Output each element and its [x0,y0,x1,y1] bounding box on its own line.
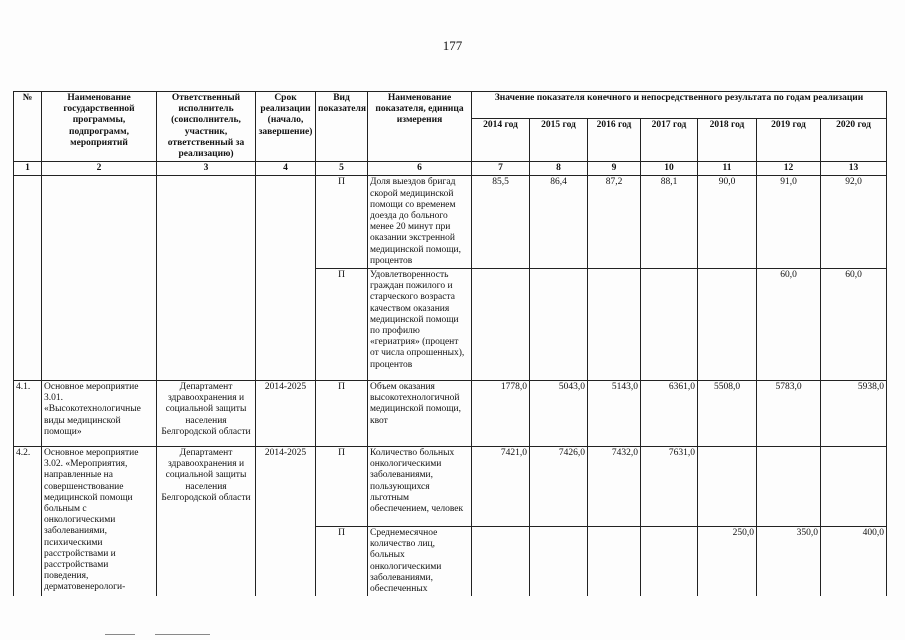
cell-value: 350,0 [757,527,821,597]
table-row [14,176,887,269]
cell-value: 7426,0 [530,447,588,527]
cell-kind: П [316,269,368,381]
cell-kind: П [316,381,368,447]
cell-value [530,269,588,381]
cell-period: 2014-2025 [256,381,316,447]
cell-kind: П [316,527,368,597]
header-year: 2017 год [641,118,698,161]
header-values-by-year: Значение показателя конечного и непосредственного результата по годам реализации [472,92,887,119]
indicators-table [13,91,887,596]
column-number: 4 [256,162,316,176]
column-number: 1 [14,162,42,176]
column-number: 5 [316,162,368,176]
header-indicator-name: Наименование показателя, единица измерения [368,92,472,162]
cell-kind: П [316,176,368,269]
header-year: 2014 год [472,118,530,161]
header-period: Срок реализации (начало, завершение) [256,92,316,162]
cell-value: 5783,0 [757,381,821,447]
cell-value [530,527,588,597]
cell-value [588,269,641,381]
cell-num: 4.2. [14,447,42,597]
cell-kind: П [316,447,368,527]
header-year: 2020 год [821,118,887,161]
column-number: 11 [698,162,757,176]
column-number: 10 [641,162,698,176]
column-number: 13 [821,162,887,176]
cell-period: 2014-2025 [256,447,316,597]
cell-value: 60,0 [757,269,821,381]
cell-value [698,447,757,527]
column-number-row [14,162,887,176]
header-num: № [14,92,42,162]
header-indicator-kind: Вид показателя [316,92,368,162]
cell-num-empty [14,176,42,381]
page-number: 177 [442,38,463,53]
cell-name-empty [42,176,157,381]
cell-value: 400,0 [821,527,887,597]
cell-program-name: Основное мероприятие 3.02. «Мероприятия, направленные на совершенствование медицинской помощи больным с онкологическими заболеваниями, психическими расстройствами и расстройствами поведения, дерматовенерологи- [42,447,157,597]
cell-indicator: Среднемесячное количество лиц, больных онкологическими заболеваниями, обеспеченных [368,527,472,597]
header-year: 2015 год [530,118,588,161]
column-number: 6 [368,162,472,176]
cell-executor-empty [157,176,256,381]
cell-num: 4.1. [14,381,42,447]
cell-value [757,447,821,527]
table-row [14,447,887,527]
cell-value: 91,0 [757,176,821,269]
header-year: 2019 год [757,118,821,161]
cell-value: 7631,0 [641,447,698,527]
cell-executor: Департамент здравоохранения и социальной защиты населения Белгородской области [157,381,256,447]
cell-indicator: Количество больных онкологическими заболеваниями, пользующихся льготным обеспечением, человек [368,447,472,527]
cell-value [698,269,757,381]
cell-value [472,269,530,381]
cell-value: 92,0 [821,176,887,269]
cell-value: 88,1 [641,176,698,269]
column-number: 12 [757,162,821,176]
table-row [14,381,887,447]
cell-value: 60,0 [821,269,887,381]
cell-period-empty [256,176,316,381]
cell-value [821,447,887,527]
cell-indicator: Доля выездов бригад скорой медицинской помощи со временем доезда до больного менее 20 минут при оказании экстренной медицинской помощи, процентов [368,176,472,269]
cell-value: 86,4 [530,176,588,269]
cell-value: 5938,0 [821,381,887,447]
cell-value: 5508,0 [698,381,757,447]
column-number: 3 [157,162,256,176]
cell-value: 1778,0 [472,381,530,447]
column-number: 2 [42,162,157,176]
cell-value [641,269,698,381]
column-number: 9 [588,162,641,176]
cell-executor: Департамент здравоохранения и социальной защиты населения Белгородской области [157,447,256,597]
cell-value [641,527,698,597]
cell-value [588,527,641,597]
header-executor: Ответственный исполнитель (соисполнитель, участник, ответственный за реализацию) [157,92,256,162]
cell-value: 7421,0 [472,447,530,527]
cell-indicator: Удовлетворенность граждан пожилого и старческого возраста качеством оказания медицинской помощи по профилю «гериатрия» (процент от числа опрошенных), процентов [368,269,472,381]
cell-program-name: Основное мероприятие 3.01. «Высокотехнологичные виды медицинской помощи» [42,381,157,447]
cell-value: 90,0 [698,176,757,269]
header-year: 2016 год [588,118,641,161]
scan-artifact-line [105,634,135,635]
header-year: 2018 год [698,118,757,161]
cell-indicator: Объем оказания высокотехнологичной медицинской помощи, квот [368,381,472,447]
cell-value: 87,2 [588,176,641,269]
cell-value: 250,0 [698,527,757,597]
column-number: 7 [472,162,530,176]
column-number: 8 [530,162,588,176]
cell-value: 5143,0 [588,381,641,447]
cell-value: 85,5 [472,176,530,269]
cell-value: 5043,0 [530,381,588,447]
cell-value: 7432,0 [588,447,641,527]
cell-value: 6361,0 [641,381,698,447]
header-program-name: Наименование государственной программы, подпрограмм, мероприятий [42,92,157,162]
cell-value [472,527,530,597]
scan-artifact-line [155,634,210,635]
